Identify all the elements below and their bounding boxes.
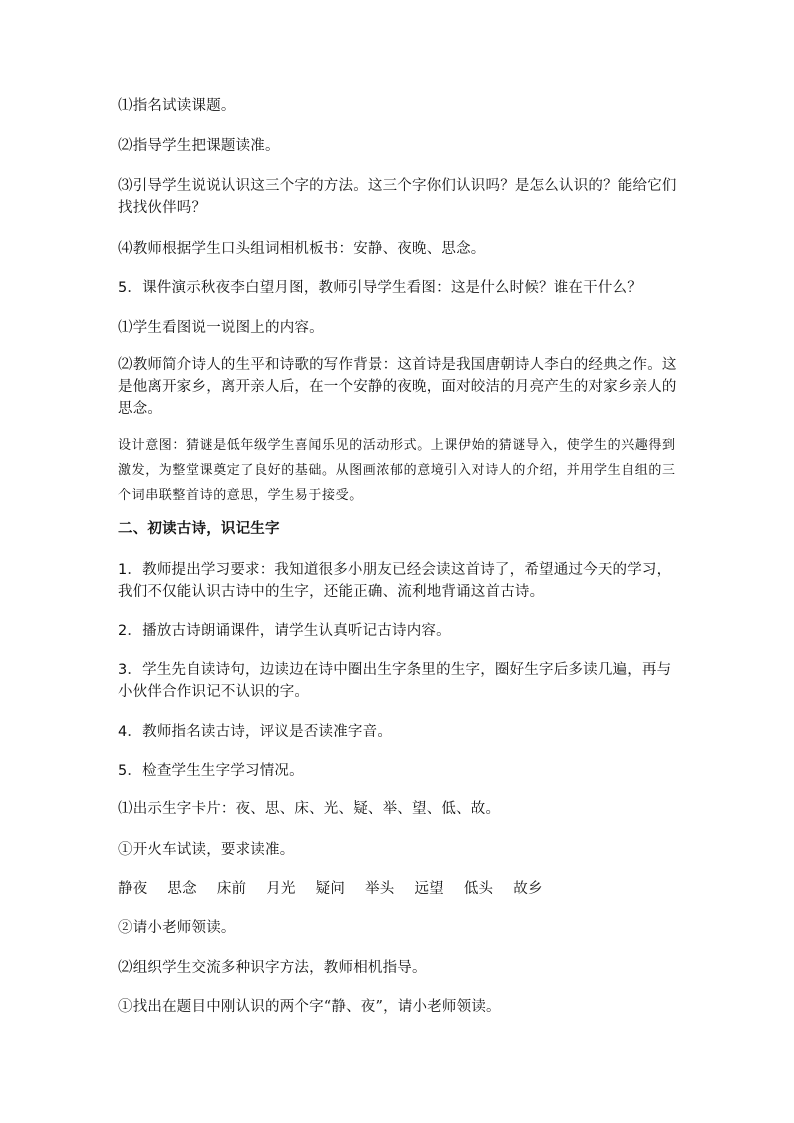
paragraph: ①开火车试读，要求读准。: [118, 842, 295, 858]
vocab-word: 疑问: [315, 881, 346, 897]
vocab-word: 思念: [167, 881, 197, 897]
paragraph: ⑴指名试读课题。: [118, 98, 236, 114]
vocab-word: 举头: [365, 881, 395, 897]
paragraph: ②请小老师领读。: [118, 920, 236, 936]
paragraph: ⑶引导学生说说认识这三个字的方法。这三个字你们认识吗？是怎么认识的？能给它们找找伙伴吗？: [118, 178, 677, 216]
paragraph: ⑴出示生字卡片：夜、思、床、光、疑、举、望、低、故。: [118, 801, 501, 817]
vocab-word: 月光: [266, 881, 296, 897]
section-heading: 二、初读古诗，识记生字: [118, 521, 280, 537]
paragraph: 5．课件演示秋夜李白望月图，教师引导学生看图：这是什么时候？谁在干什么？: [118, 280, 642, 296]
paragraph: ⑵教师简介诗人的生平和诗歌的写作背景：这首诗是我国唐朝诗人李白的经典之作。这是他离开家乡，离开亲人后，在一个安静的夜晚，面对皎洁的月亮产生的对家乡亲人的思念。: [118, 357, 677, 417]
vocab-word: 故乡: [513, 881, 543, 897]
paragraph: 3．学生先自读诗句，边读边在诗中圈出生字条里的生字，圈好生字后多读几遍，再与小伙伴合作识记不认识的字。: [118, 662, 672, 700]
paragraph: ⑵组织学生交流多种识字方法，教师相机指导。: [118, 960, 427, 976]
vocab-word: 远望: [414, 881, 444, 897]
paragraph: 4．教师指名读古诗，评议是否读准字音。: [118, 724, 393, 740]
paragraph: 5．检查学生生字学习情况。: [118, 763, 304, 779]
vocab-list: [118, 878, 543, 900]
vocab-word: 静夜: [118, 881, 148, 897]
vocab-word: 床前: [216, 881, 247, 897]
paragraph: 1．教师提出学习要求：我知道很多小朋友已经会读这首诗了，希望通过今天的学习，我们不仅能认识古诗中的生字，还能正确、流利地背诵这首古诗。: [118, 562, 672, 600]
paragraph: 2．播放古诗朗诵课件，请学生认真听记古诗内容。: [118, 623, 451, 639]
paragraph: ⑷教师根据学生口头组词相机板书：安静、夜晚、思念。: [118, 241, 486, 257]
design-intent: 设计意图：猜谜是低年级学生喜闻乐见的活动形式。上课伊始的猜谜导入，使学生的兴趣得到激发，为整堂课奠定了良好的基础。从图画浓郁的意境引入对诗人的介绍，并用学生自组的三个词串联整首诗的意思，学生易于接受。: [118, 438, 676, 503]
vocab-word: 低头: [463, 881, 494, 897]
paragraph: ①找出在题目中刚认识的两个字“静、夜”，请小老师领读。: [118, 999, 501, 1015]
paragraph: ⑵指导学生把课题读准。: [118, 138, 280, 154]
paragraph: ⑴学生看图说一说图上的内容。: [118, 320, 324, 336]
